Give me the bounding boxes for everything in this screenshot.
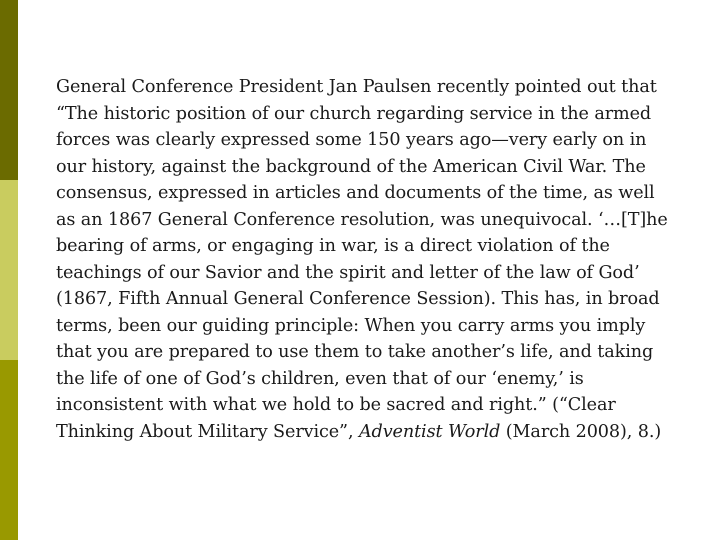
quote-text: General Conference President Jan Paulsen recently pointed out that “The historic position of our church regarding service in the armed forces was clearly expressed some 150 years ago—very early on in our history, against the background of the American Civil War. The consensus, expressed in articles and documents of the time, as well as an 1867 General Conference resolution, was unequivocal. ‘…[T]he bearing of arms, or engaging in war, is a direct violation of the teachings of our Savior and the spirit and letter of the law of God’ (1867, Fifth Annual General Conference Session). This has, in broad terms, been our guiding principle: When you carry arms you imply that you are prepared to use them to take another’s life, and taking the life of one of God’s children, even that of our ‘enemy,’ is inconsistent with what we hold to be sacred and right.” (“Clear Thinking About Military Service”, (56, 77, 668, 442)
source-publication-title: Adventist World (358, 421, 501, 442)
side-bar-top (0, 0, 18, 180)
quote-paragraph (56, 74, 676, 445)
side-bar-middle (0, 180, 18, 360)
side-bar-bottom (0, 360, 18, 540)
source-citation-tail: (March 2008), 8.) (500, 421, 662, 442)
